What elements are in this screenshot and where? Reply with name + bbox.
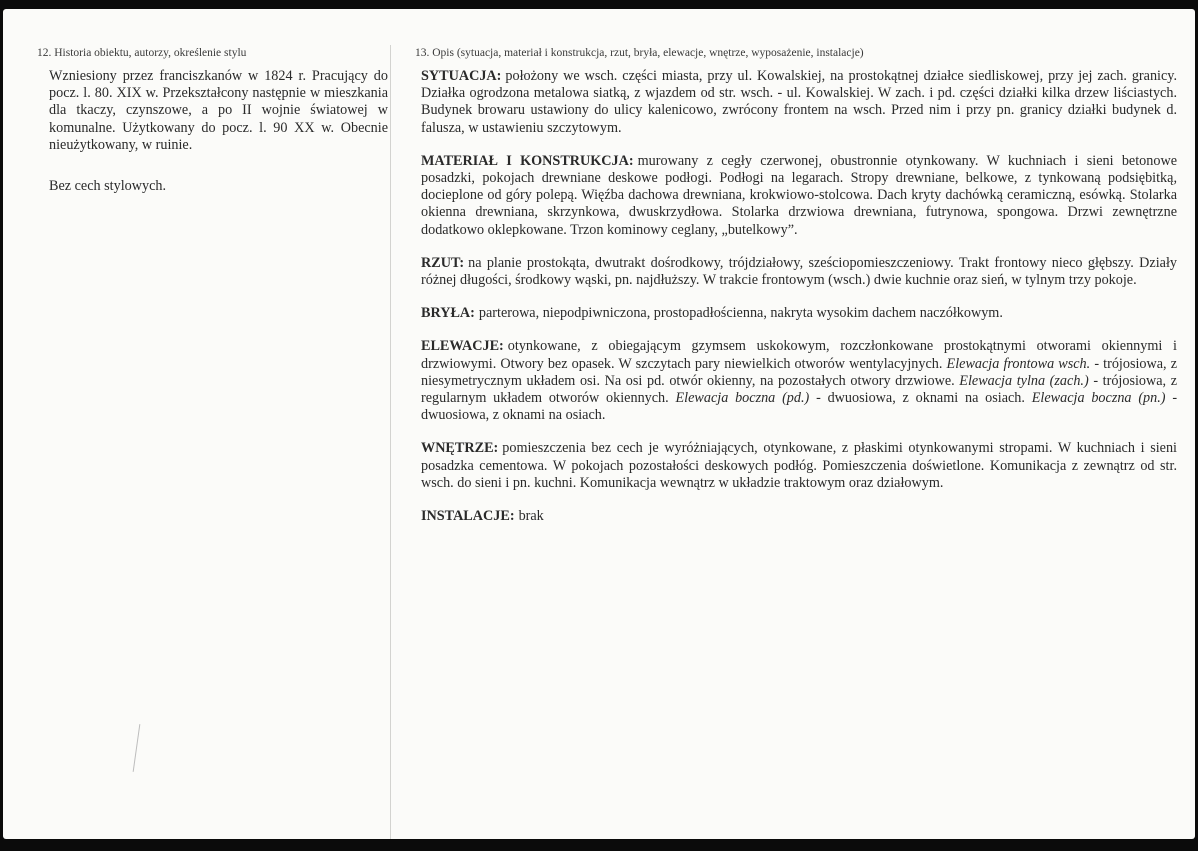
elewacje-frontowa-label: Elewacja frontowa wsch.	[946, 355, 1091, 372]
elewacje-tylna-label: Elewacja tylna (zach.)	[959, 372, 1089, 389]
elewacje-text-5: - dwuosiowa, z oknami na osiach.	[421, 390, 1178, 424]
material-label: MATERIAŁ I KONSTRUKCJA:	[421, 152, 634, 169]
material-paragraph	[421, 153, 1177, 239]
elewacje-label: ELEWACJE:	[421, 338, 504, 355]
section-12-header: 12. Historia obiektu, autorzy, określenie stylu	[37, 47, 247, 59]
bryla-label: BRYŁA:	[421, 305, 475, 322]
elewacje-text-3: - trójosiowa, z regularnym układem otworów okiennych.	[421, 372, 1178, 407]
column-divider	[390, 45, 391, 839]
rzut-text: na planie prostokąta, dwutrakt dośrodkowy, trójdziałowy, sześciopomieszczeniowy. Trakt frontowy nieco głębszy. Działy różnej długości, środkowy wąski, pn. najdłuższy. W trakcie frontowym (wsch.) dwie kuchnie oraz sień, w tylnym trzy pokoje.	[421, 254, 1177, 289]
history-column	[33, 46, 388, 195]
document-sheet	[3, 9, 1195, 839]
sytuacja-paragraph	[421, 68, 1177, 137]
instalacje-text: brak	[518, 508, 544, 525]
history-text: Wzniesiony przez franciszkanów w 1824 r. Pracujący do pocz. l. 80. XIX w. Przekształcony następnie w mieszkania dla tkaczy, czynszowe, a po II wojnie światowej w komunalne. Użytkowany do pocz. l. 90 XX w. Obecnie nieużytkowany, w ruinie.	[49, 68, 388, 153]
bryla-text: parterowa, niepodpiwniczona, prostopadłościenna, nakryta wysokim dachem naczółkowym.	[478, 305, 1003, 322]
elewacje-boczna-pn-label: Elewacja boczna (pn.)	[1031, 390, 1166, 407]
sytuacja-label: SYTUACJA:	[421, 68, 502, 84]
wnetrze-text: pomieszczenia bez cech je wyróżniających, otynkowane, z płaskimi otynkowanymi stropami. W kuchniach i sieni posadzka cementowa. W pokojach pozostałości deskowych podłóg. Pomieszczenia doświetlone. Komunikacja z zewnątrz od str. wsch. do sieni i pn. kuchni. Komunikacja wewnątrz w układzie traktowym oraz działowym.	[421, 440, 1177, 491]
instalacje-paragraph	[421, 508, 1177, 525]
rzut-label: RZUT:	[421, 254, 465, 271]
sytuacja-text: położony we wsch. części miasta, przy ul. Kowalskiej, na prostokątnej działce siedliskowej, przy jej zach. granicy. Działka ogrodzona metalowa siatką, z wjazdem od str. wsch. - ul. Kowalskiej. W zach. i pd. części działki kilka drzew liściastych. Budynek browaru ustawiony do ulicy kalenicowo, zwrócony frontem na wsch. Przed nim i przy pn. granicy działki budynek d. falusza, w ustawieniu szczytowym.	[421, 68, 1177, 136]
style-text: Bez cech stylowych.	[49, 178, 167, 195]
section-13-header: 13. Opis (sytuacja, materiał i konstrukcja, rzut, bryła, elewacje, wnętrze, wyposażenie, instalacje)	[415, 47, 864, 59]
elewacje-text-4: - dwuosiowa, z oknami na osiach.	[816, 390, 1025, 407]
elewacje-paragraph	[421, 338, 1177, 424]
bryla-paragraph	[421, 305, 1177, 322]
material-text: murowany z cegły czerwonej, obustronnie otynkowany. W kuchniach i sieni betonowe posadzki, pokojach drewniane deskowe podłogi. Podłogi na legarach. Stropy drewniane, belkowe, z tynkowaną podsiębitką, docieplone od góry polepą. Więźba dachowa drewniana, krokwiowo-stolcowa. Dach kryty dachówką ceramiczną, esówką. Stolarka okienna drewniana, skrzynkowa, dwuskrzydłowa. Stolarka drzwiowa drewniana, futrynowa, spongowa. Drzwi zewnętrzne dodatkowo oklepkowane. Trzon kominowy ceglany, „butelkowy”.	[421, 152, 1177, 238]
elewacje-boczna-pd-label: Elewacja boczna (pd.)	[675, 390, 810, 407]
wnetrze-paragraph	[421, 440, 1177, 492]
description-column	[415, 46, 1177, 541]
instalacje-label: INSTALACJE:	[421, 508, 515, 525]
pencil-mark	[133, 724, 141, 772]
elewacje-text-2: - trójosiowa, z niesymetrycznym układem osi. Na osi pd. otwór okienny, na pozostałych otwory drzwiowe.	[421, 355, 1177, 389]
wnetrze-label: WNĘTRZE:	[421, 440, 499, 457]
elewacje-text-1: otynkowane, z obiegającym gzymsem uskokowym, rozczłonkowane prostokątnymi otworami okiennymi i drzwiowymi. Otwory bez opasek. W szczytach pary niewielkich otworów wentylacyjnych.	[421, 338, 1177, 372]
rzut-paragraph	[421, 255, 1177, 289]
